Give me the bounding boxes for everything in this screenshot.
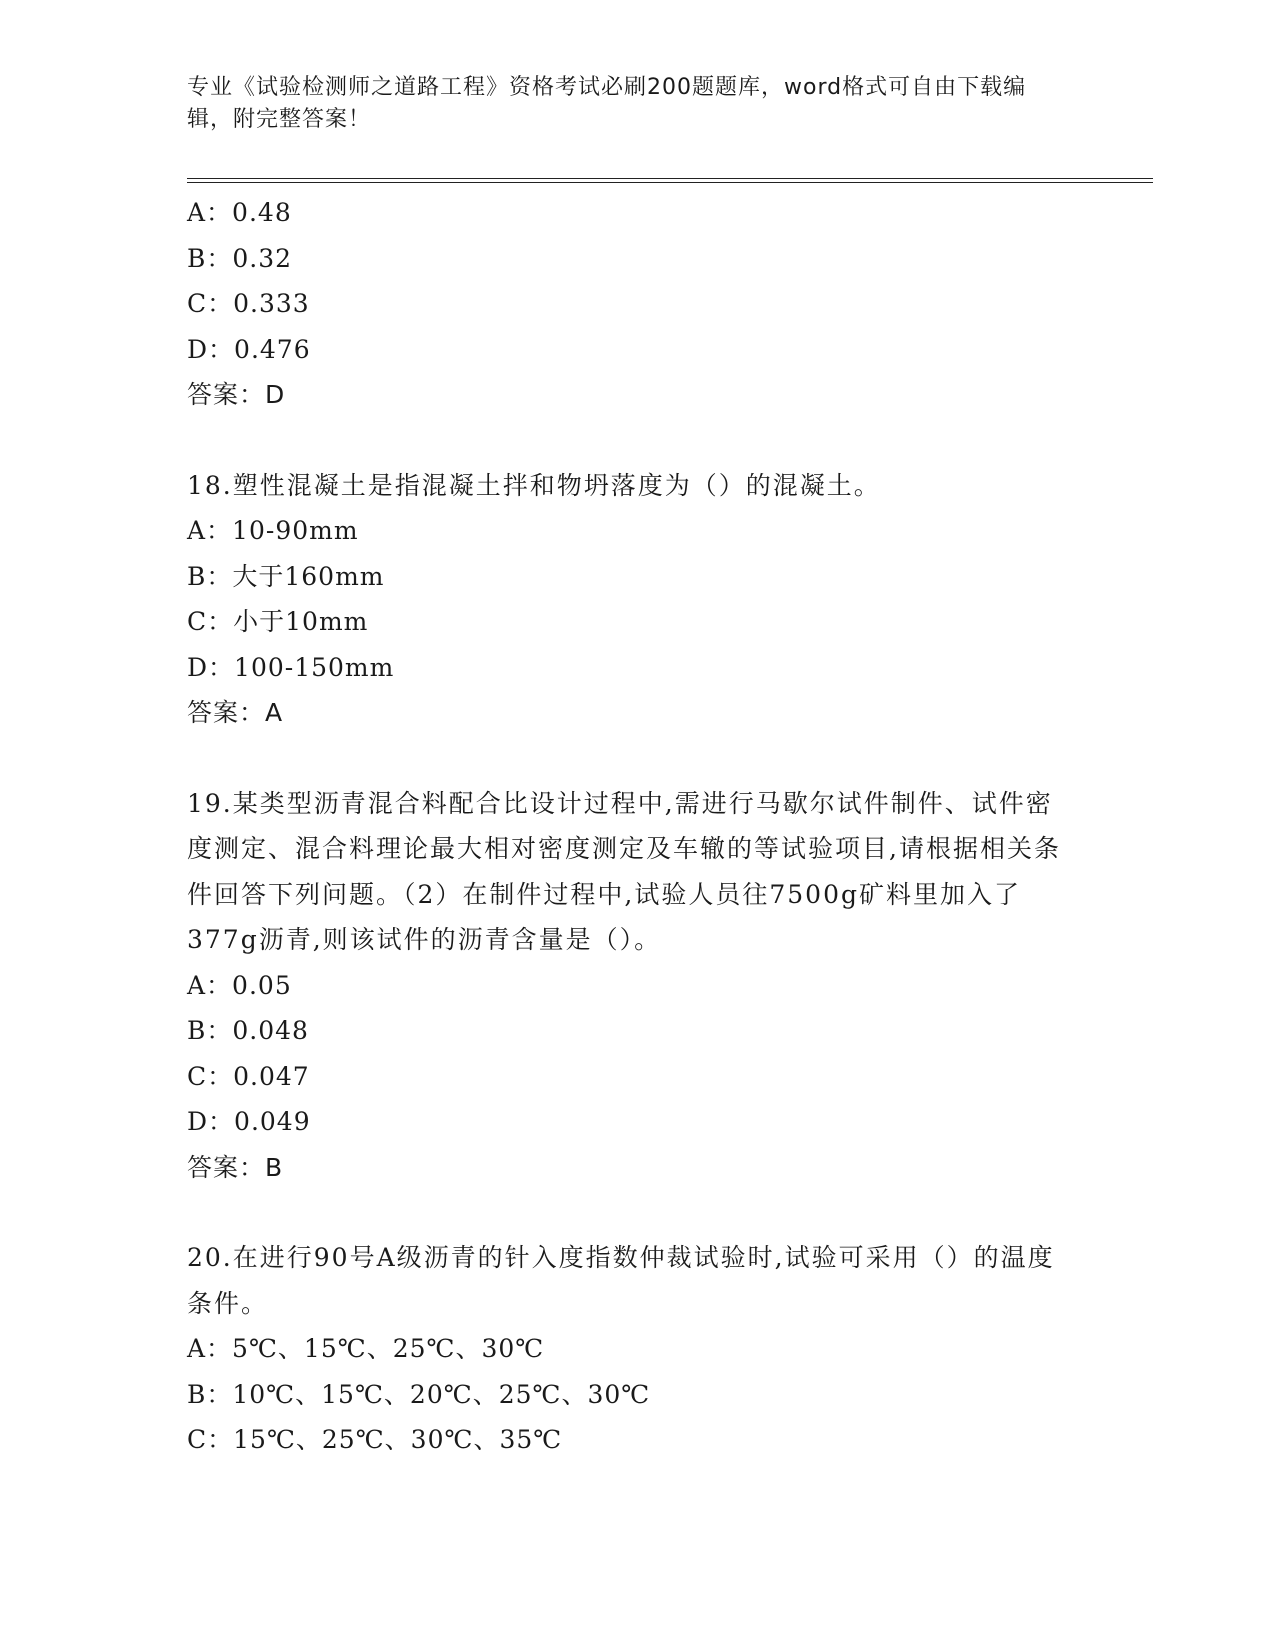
option-a: A：5℃、15℃、25℃、30℃ — [187, 1334, 545, 1363]
answer-line: 答案：A — [187, 698, 284, 727]
question-text: 18.塑性混凝土是指混凝土拌和物坍落度为（）的混凝土。 — [187, 470, 881, 500]
question-20 — [187, 1235, 1087, 1463]
document-header: 专业《试验检测师之道路工程》资格考试必刷200题题库，word格式可自由下载编辑，附完整答案！ — [187, 75, 1027, 132]
option-a: A：0.48 — [187, 198, 292, 227]
question-text: 20.在进行90号A级沥青的针入度指数仲裁试验时,试验可采用（）的温度条件。 — [187, 1243, 1055, 1318]
spacer — [187, 736, 1087, 781]
spacer — [187, 418, 1087, 463]
option-b: B：10℃、15℃、20℃、25℃、30℃ — [187, 1379, 651, 1409]
header-rule-top — [187, 178, 1153, 179]
option-b: B：0.32 — [187, 243, 293, 273]
option-d: D：0.049 — [187, 1107, 311, 1136]
question-18 — [187, 463, 1087, 736]
option-c: C：0.333 — [187, 289, 310, 318]
option-d: D：100-150mm — [187, 652, 395, 682]
option-a: A：10-90mm — [187, 516, 359, 545]
question-19 — [187, 781, 1087, 1191]
header-rule-bottom — [187, 182, 1153, 183]
answer-line: 答案：D — [187, 380, 286, 409]
prev-question-block — [187, 190, 1087, 418]
option-b: B：大于160mm — [187, 561, 385, 591]
question-text: 19.某类型沥青混合料配合比设计过程中,需进行马歇尔试件制件、试件密度测定、混合料理论最大相对密度测定及车辙的等试验项目,请根据相关条件回答下列问题。（2）在制件过程中,试验人员往7500g矿料里加入了377g沥青,则该试件的沥青含量是（）。 — [187, 788, 1061, 954]
option-c: C：小于10mm — [187, 607, 369, 636]
option-b: B：0.048 — [187, 1016, 309, 1045]
option-c: C：0.047 — [187, 1061, 310, 1091]
option-d: D：0.476 — [187, 334, 311, 364]
answer-line: 答案：B — [187, 1152, 284, 1182]
option-c: C：15℃、25℃、30℃、35℃ — [187, 1425, 563, 1454]
document-body — [187, 190, 1087, 1463]
spacer — [187, 1190, 1087, 1235]
option-a: A：0.05 — [187, 970, 292, 1000]
